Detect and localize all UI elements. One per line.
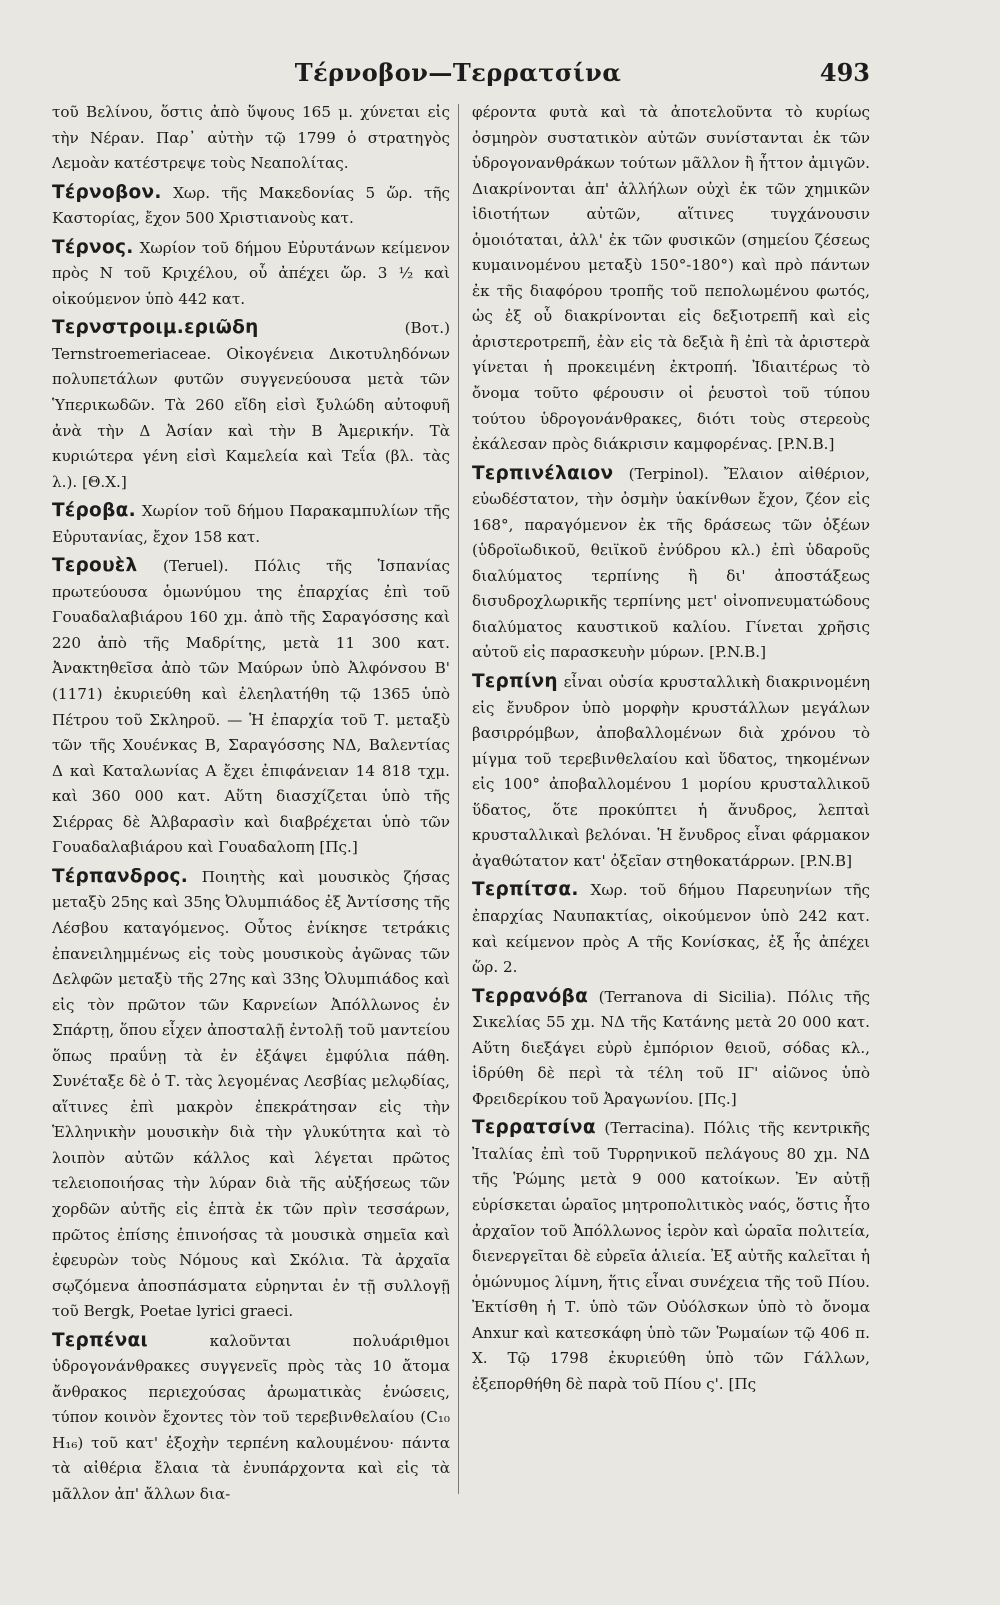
entry-headword: Τερρατσίνα <box>472 1117 596 1139</box>
page-number: 493 <box>819 57 870 87</box>
entry-text: (Βοτ.) Ternstroemeriaceae. Οἰκογένεια Δικοτυληδόνων πολυπετάλων φυτῶν συγγενεύουσα μετὰ τῶν Ὑπερικωδῶν. Τὰ 260 εἴδη εἰσὶ ξυλώδη αὐτοφυῆ ἀνὰ τὴν Δ Ἀσίαν καὶ τὴν Β Ἀμερικήν. Τὰ κυριώτερα γένη εἰσὶ Καμελεία καὶ Τεΐα (βλ. τὰς λ.). [Θ.Χ.] <box>52 319 450 491</box>
entry-headword: Τερπινέλαιον <box>472 462 614 484</box>
entry-headword: Τέρνοβον. <box>52 181 162 203</box>
running-head: Τέρνοβον—Τερρατσίνα <box>294 57 622 87</box>
entry-text: (Terracina). Πόλις τῆς κεντρικῆς Ἰταλίας ἐπὶ τοῦ Τυρρηνικοῦ πελάγους 80 χμ. ΝΔ τῆς Ῥώμης μετὰ 9 000 κατοίκων. Ἐν αὐτῇ εὑρίσκεται ὡραῖος μητροπολιτικὸς ναός, ὅστις ἦτο ἀρχαῖον τοῦ Ἀπόλλωνος ἱερὸν καὶ ὡραῖα πολιτεία, διενεργεῖται δὲ εὐρεῖα ἁλιεία. Ἐξ αὐτῆς καλεῖται ἡ ὁμώνυμος λίμνη, ἥτις εἶναι συνέχεια τῆς τοῦ Πίου. Ἐκτίσθη ἡ Τ. ὑπὸ τῶν Οὐόλσκων ὑπὸ τὸ ὄνομα Anxur καὶ κατεσκάφη ὑπὸ τῶν Ῥωμαίων τῷ 406 π. Χ. Τῷ 1798 ἐκυριεύθη ὑπὸ τῶν Γάλλων, ἐξεπορθήθη δὲ παρὰ τοῦ Πίου ς'. [Πς <box>472 1119 870 1393</box>
dictionary-entry <box>52 498 450 550</box>
entry-headword: Τερνστροιμ.εριῶδη <box>52 317 259 339</box>
dictionary-entry <box>472 877 870 980</box>
entry-text: Χωρ. τῆς Μακεδονίας 5 ὥρ. τῆς Καστορίας, ἔχον 500 Χριστιανοὺς κατ. <box>52 183 450 228</box>
entry-text: τοῦ Βελίνου, ὅστις ἀπὸ ὕψους 165 μ. χύνεται εἰς τὴν Νέραν. Παρ᾽ αὐτὴν τῷ 1799 ὁ στρατηγὸς Λεμοὰν κατέστρεψε τοὺς Νεαπολίτας. <box>52 103 450 173</box>
page-number-wrap <box>820 52 870 92</box>
dictionary-entry <box>52 100 450 177</box>
right-column <box>472 100 870 1590</box>
entry-text: (Teruel). Πόλις τῆς Ἱσπανίας πρωτεύουσα ὁμωνύμου της ἐπαρχίας ἐπὶ τοῦ Γουαδαλαβιάρου 160 χμ. ἀπὸ τῆς Σαραγόσσης καὶ 220 ἀπὸ τῆς Μαδρίτης, μετὰ 11 300 κατ. Ἀνακτηθεῖσα ἀπὸ τῶν Μαύρων ὑπὸ Ἀλφόνσου Β' (1171) ἐκυριεύθη καὶ ἐλεηλατήθη τῷ 1365 ὑπὸ Πέτρου τοῦ Σκληροῦ. — Ἡ ἐπαρχία τοῦ Τ. μεταξὺ τῶν τῆς Χουένκας Β, Σαραγόσσης ΝΔ, Βαλεντίας Δ καὶ Καταλωνίας Α ἔχει ἐπιφάνειαν 14 818 τχμ. καὶ 360 000 κατ. Αὕτη διασχίζεται ὑπὸ τῆς Σιέρρας δὲ Ἀλβαρασὶν καὶ διαβρέχεται ὑπὸ τῶν Γουαδαλαβιάρου καὶ Γουαδαλοπη [Πς.] <box>52 557 450 857</box>
entry-headword: Τερρανόβα <box>472 985 589 1007</box>
entry-text: Χωρίον τοῦ δήμου Εὐρυτάνων κείμενον πρὸς Ν τοῦ Κριχέλου, οὗ ἀπέχει ὥρ. 3 ½ καὶ οἰκούμενον ὑπὸ 442 κατ. <box>52 238 450 308</box>
entry-text: (Terranova di Sicilia). Πόλις τῆς Σικελίας 55 χμ. ΝΔ τῆς Κατάνης μετὰ 20 000 κατ. Αὕτη διεξάγει εὐρὺ ἐμπόριον θειοῦ, σόδας κλ., ἱδρύθη δὲ περὶ τὰ τέλη τοῦ ΙΓ' αἰῶνος ὑπὸ Φρειδερίκου τοῦ Ἀραγωνίου. [Πς.] <box>472 987 870 1108</box>
entry-text: καλοῦνται πολυάριθμοι ὑδρογονάνθρακες συγγενεῖς πρὸς τὰς 10 ἄτομα ἄνθρακος περιεχούσας ἀρωματικὰς ἑνώσεις, τύπον κοινὸν ἔχοντες τὸν τοῦ τερεβινθελαίου (C₁₀ H₁₆) τοῦ κατ' ἐξοχὴν τερπένη καλουμένου· πάντα τὰ αἰθέρια ἔλαια τὰ ἐνυπάρχοντα καὶ εἰς τὰ μᾶλλον ἀπ' ἄλλων δια- <box>52 1331 450 1503</box>
entry-headword: Τερπίνη <box>472 671 558 693</box>
entry-headword: Τέροβα. <box>52 500 136 522</box>
dictionary-entry <box>472 1115 870 1397</box>
dictionary-entry <box>52 315 450 495</box>
entry-text: εἶναι οὐσία κρυσταλλικὴ διακρινομένη εἰς ἔνυδρον ὑπὸ μορφὴν κρυστάλλων μεγάλων βασιρρόμβων, ἀποβαλλομένων διὰ χρόνου τὸ μίγμα τοῦ τερεβινθελαίου καὶ ὕδατος, τηκομένων εἰς 100° ἀποβαλλομένου 1 μορίου κρυσταλλικοῦ ὕδατος, ὅτε προκύπτει ἡ ἄνυδρος, λεπταὶ κρυσταλλικαὶ βελόναι. Ἡ ἔνυδρος εἶναι φάρμακον ἀγαθώτατον κατ' ὀξεῖαν στηθοκατάρρων. [P.N.B] <box>472 673 870 870</box>
left-column <box>52 100 450 1590</box>
dictionary-entry <box>52 553 450 861</box>
entry-text: φέροντα φυτὰ καὶ τὰ ἀποτελοῦντα τὸ κυρίως ὀσμηρὸν συστατικὸν αὐτῶν συνίστανται ἐκ τῶν ὑδρογονανθράκων τούτων μᾶλλον ἢ ἧττον ἀμιγῶν. Διακρίνονται ἀπ' ἀλλήλων οὐχὶ ἐκ τῶν χημικῶν ἰδιοτήτων αὐτῶν, αἵτινες τυγχάνουσιν ὁμοιόταται, ἀλλ' ἐκ τῶν φυσικῶν (σημείου ζέσεως κυμαινομένου μεταξὺ 150°-180°) καὶ πρὸ πάντων ἐκ τῆς διαφόρου τροπῆς τοῦ πεπολωμένου φωτός, ὡς ἐξ οὗ διακρίνονται εἰς δεξιοτρεπῆ καὶ εἰς ἀριστεροτρεπῆ, ἐὰν εἰς τὰ δεξιὰ ἢ ἐπὶ τὰ ἀριστερὰ γίνεται ἡ προκειμένη ἐκτροπή. Ἰδιαιτέρως τὸ ὄνομα τοῦτο φέρουσιν οἱ ῥευστοὶ τοῦ τύπου τούτου ὑδρογονάνθρακες, διότι τοὺς στερεοὺς ἐκάλεσαν πρὸς διάκρισιν καμφορένας. [P.N.B.] <box>472 103 870 454</box>
entry-headword: Τερπέναι <box>52 1329 149 1351</box>
dictionary-entry <box>472 100 870 458</box>
entry-headword: Τερπίτσα. <box>472 879 579 901</box>
dictionary-entry <box>472 461 870 666</box>
dictionary-entry <box>52 180 450 232</box>
dictionary-entry <box>472 984 870 1113</box>
entry-text: Χωρίον τοῦ δήμου Παρακαμπυλίων τῆς Εὐρυτανίας, ἔχον 158 κατ. <box>52 502 450 546</box>
entry-headword: Τέρπανδρος. <box>52 865 189 887</box>
entry-text: (Terpinol). Ἔλαιον αἰθέριον, εὐωδέστατον, τὴν ὀσμὴν ὑακίνθων ἔχον, ζέον εἰς 168°, παραγόμενον ἐκ τῆς δράσεως τῶν ὀξέων (ὑδροϊωδικοῦ, θειϊκοῦ ἐνύδρου κλ.) ἐπὶ ὑδαροῦς διαλύματος τερπίνης ἢ δι' ἀποστάξεως δισυδροχλωρικῆς τερπίνης μετ' οἰνοπνευματώδους διαλύματος καυστικοῦ καλίου. Γίνεται χρῆσις αὐτοῦ εἰς παρασκευὴν μύρων. [P.N.B.] <box>472 464 870 662</box>
dictionary-entry <box>52 1328 450 1508</box>
dictionary-entry <box>472 669 870 874</box>
dictionary-entry <box>52 864 450 1325</box>
entry-headword: Τερουὲλ <box>52 555 138 577</box>
entry-headword: Τέρνος. <box>52 236 134 258</box>
page-header <box>48 52 868 92</box>
column-divider <box>458 104 459 1494</box>
entry-text: Ποιητὴς καὶ μουσικὸς ζήσας μεταξὺ 25ης καὶ 35ης Ὀλυμπιάδος ἐξ Ἀντίσσης τῆς Λέσβου καταγόμενος. Οὗτος ἐνίκησε τετράκις ἐπανειλημμένως εἰς τοὺς μουσικοὺς ἀγῶνας τῶν Δελφῶν μεταξὺ τῆς 27ης καὶ 33ης Ὀλυμπιάδος καὶ εἰς τὸν πρῶτον τῶν Καρνείων Ἀπόλλωνος ἐν Σπάρτῃ, ὅπου εἶχεν ἀποσταλῇ ἐντολῇ τοῦ μαντείου ὅπως πραΰνῃ τὰ ἐν ἐξάψει ἐμφύλια πάθη. Συνέταξε δὲ ὁ Τ. τὰς λεγομένας Λεσβίας μελῳδίας, αἵτινες ἐπὶ μακρὸν ἐπεκράτησαν εἰς τὴν Ἑλληνικὴν μουσικὴν διὰ τὴν γλυκύτητα καὶ τὸ λοιπὸν αὐτῶν κάλλος καὶ λέγεται πρῶτος τελειοποιήσας τὴν λύραν διὰ τῆς αὐξήσεως τῶν χορδῶν αὐτῆς εἰς ἑπτὰ ἐκ τῶν πρὶν τεσσάρων, πρῶτος ἐπίσης ἐπινοήσας τὰ μουσικὰ σημεῖα καὶ ἐφευρὼν τοὺς Νόμους καὶ Σκόλια. Τὰ ἀρχαῖα σῳζόμενα ἀποσπάσματα εὑρηνται ἐν τῇ συλλογῇ τοῦ Bergk, Poetae lyrici graeci. <box>52 867 450 1321</box>
text-columns <box>52 100 870 1590</box>
entry-text: Χωρ. τοῦ δήμου Παρευηνίων τῆς ἐπαρχίας Ναυπακτίας, οἰκούμενον ὑπὸ 242 κατ. καὶ κείμενον πρὸς Α τῆς Κονίσκας, ἐξ ἧς ἀπέχει ὥρ. 2. <box>472 881 870 977</box>
dictionary-entry <box>52 235 450 313</box>
